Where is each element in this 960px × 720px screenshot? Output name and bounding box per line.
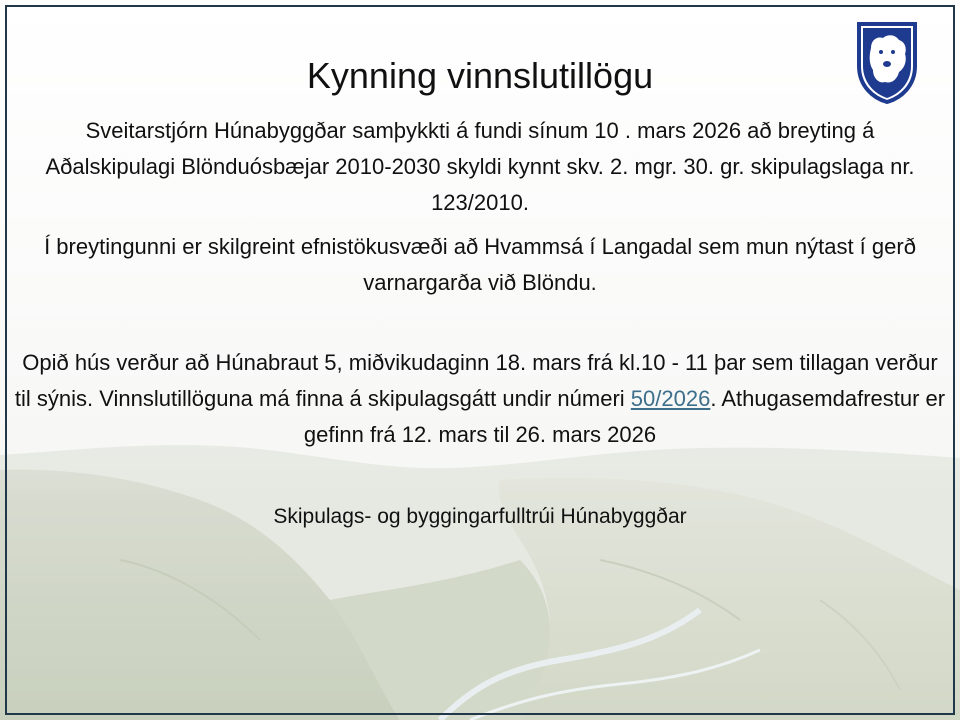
signature: Skipulags- og byggingarfulltrúi Húnabyggðar	[273, 505, 687, 528]
deadline-text: . Athugasemdafrestur er gefinn frá 12. mars til 26. mars 2026	[303, 386, 946, 447]
open-house-text: Opið hús verður að Húnabraut 5, miðvikudaginn 18. mars frá kl.10 - 11 þar sem tillagan verður til sýnis. Vinnslutillöguna má finna á skipulagsgátt undir númeri	[14, 350, 938, 411]
case-number-link[interactable]: 50/2026	[630, 386, 711, 411]
polar-bear-shield-icon	[853, 18, 921, 104]
paragraph-open-house	[12, 345, 948, 453]
paragraph-amendment: Í breytingunni er skilgreint efnistökusvæði að Hvammsá í Langadal sem mun nýtast í gerð varnargarða við Blöndu.	[44, 234, 916, 295]
paragraph-approval: Sveitarstjórn Húnabyggðar samþykkti á fundi sínum 10 . mars 2026 að breyting á Aðalskipulagi Blönduósbæjar 2010-2030 skyldi kynnt skv. 2. mgr. 30. gr. skipulagslaga nr. 123/2010.	[45, 118, 915, 215]
page-title: Kynning vinnslutillögu	[306, 55, 654, 96]
